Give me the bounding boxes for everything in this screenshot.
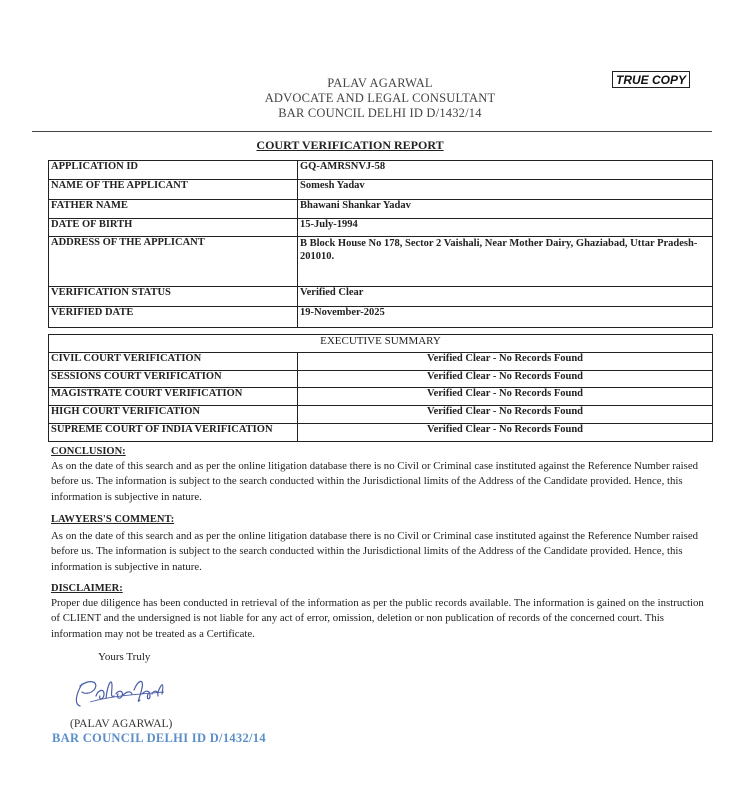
detail-value: Somesh Yadav [298,180,713,200]
table-row [49,237,713,287]
conclusion-heading: CONCLUSION: [51,446,126,457]
disclaimer-heading: DISCLAIMER: [51,583,123,594]
signatory-name: (PALAV AGARWAL) [70,718,173,730]
advocate-designation: ADVOCATE AND LEGAL CONSULTANT [264,91,496,105]
header-divider [32,131,712,132]
detail-value: B Block House No 178, Sector 2 Vaishali, Near Mother Dairy, Ghaziabad, Uttar Pradesh-201010. [298,237,713,287]
table-row [49,307,713,328]
summary-label: HIGH COURT VERIFICATION [49,406,298,424]
summary-value: Verified Clear - No Records Found [298,424,713,442]
executive-summary-table [48,334,713,442]
summary-label: CIVIL COURT VERIFICATION [49,353,298,371]
conclusion-text: As on the date of this search and as per the online litigation database there is no Civil or Criminal case instituted against the Reference Number raised before us. The information is subject to the search conducted within the Jurisdictional limits of the Address of the Candidate provided. Hence, this information is subjective in nature. [51,460,699,503]
footer-bar-id: BAR COUNCIL DELHI ID D/1432/14 [52,731,266,745]
summary-label: SESSIONS COURT VERIFICATION [49,371,298,388]
header-bar-id: BAR COUNCIL DELHI ID D/1432/14 [278,106,482,120]
applicant-details-table [48,160,713,328]
yours-truly: Yours Truly [98,651,151,663]
table-row [49,180,713,200]
table-row [49,371,713,388]
advocate-name: PALAV AGARWAL [327,76,433,90]
detail-value: Bhawani Shankar Yadav [298,200,713,219]
summary-value: Verified Clear - No Records Found [298,406,713,424]
table-row [49,200,713,219]
summary-value: Verified Clear - No Records Found [298,353,713,371]
table-row [49,406,713,424]
summary-label: SUPREME COURT OF INDIA VERIFICATION [49,424,298,442]
comment-text: As on the date of this search and as per the online litigation database there is no Civil or Criminal case instituted against the Reference Number raised before us. The information is subject to the search conducted within the Jurisdictional limits of the Address of the Candidate provided. Hence, this information is subjective in nature. [51,530,699,573]
detail-value: Verified Clear [298,287,713,307]
report-title: COURT VERIFICATION REPORT [256,138,444,152]
detail-label: VERIFIED DATE [49,307,298,328]
table-row [49,335,713,353]
detail-label: FATHER NAME [49,200,298,219]
disclaimer-text: Proper due diligence has been conducted in retrieval of the information as per the public records available. The information is gained on the instruction of CLIENT and the undersigned is not liable for any act of error, omission, deletion or non publication of records of the concerned court. This information may not be treated as a Certificate. [51,597,704,640]
summary-label: MAGISTRATE COURT VERIFICATION [49,388,298,406]
table-row [49,353,713,371]
detail-label: DATE OF BIRTH [49,219,298,237]
comment-heading: LAWYERS'S COMMENT: [51,514,175,525]
detail-label: APPLICATION ID [49,161,298,180]
summary-value: Verified Clear - No Records Found [298,388,713,406]
table-row [49,287,713,307]
detail-label: VERIFICATION STATUS [49,287,298,307]
summary-heading: EXECUTIVE SUMMARY [49,335,713,353]
detail-label: ADDRESS OF THE APPLICANT [49,237,298,287]
table-row [49,161,713,180]
summary-value: Verified Clear - No Records Found [298,371,713,388]
detail-value: 15-July-1994 [298,219,713,237]
table-row [49,388,713,406]
table-row [49,219,713,237]
true-copy-stamp: TRUE COPY [612,71,690,88]
detail-value: GQ-AMRSNVJ-58 [298,161,713,180]
table-row [49,424,713,442]
detail-label: NAME OF THE APPLICANT [49,180,298,200]
detail-value: 19-November-2025 [298,307,713,328]
signature-icon [70,672,170,719]
